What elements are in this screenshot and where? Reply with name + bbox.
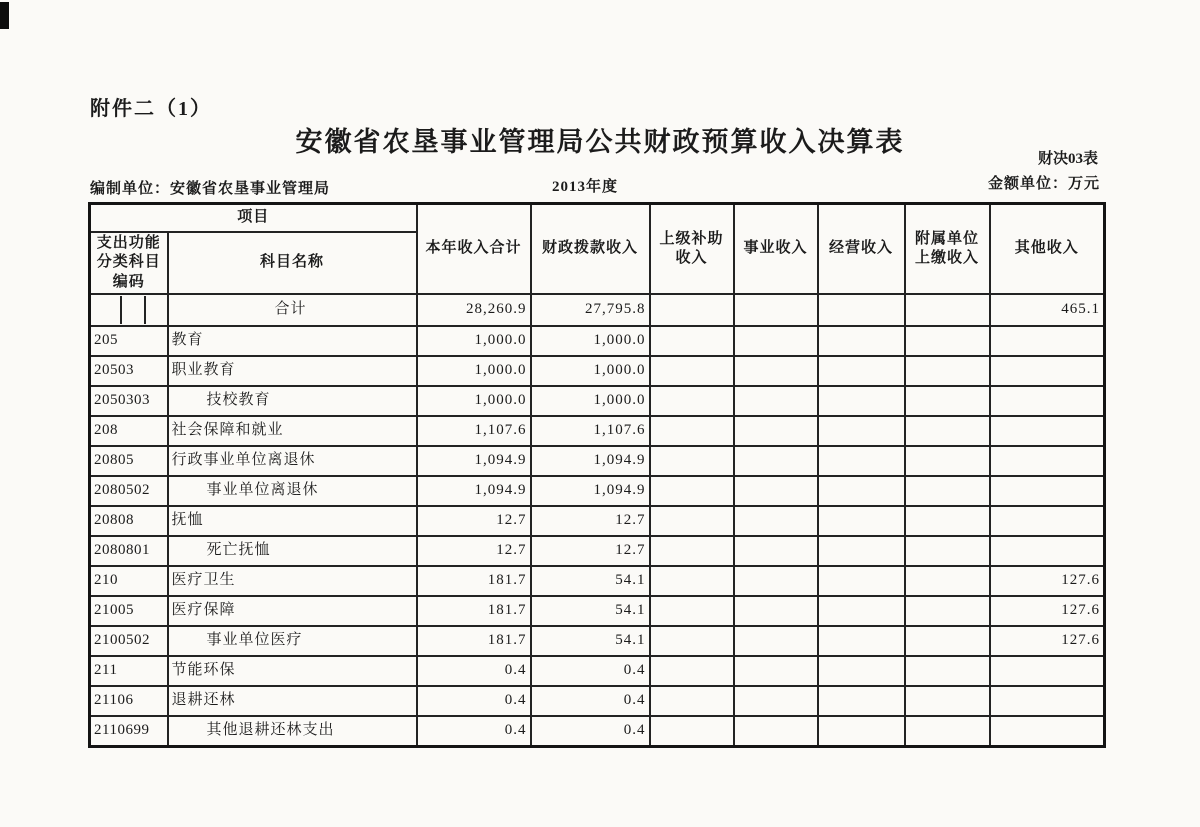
subject-name-cell: 职业教育 xyxy=(168,356,417,386)
code-subcell xyxy=(94,296,122,324)
code-cell: 2080502 xyxy=(90,476,168,506)
value-cell xyxy=(734,686,818,716)
value-cell xyxy=(905,446,990,476)
value-cell xyxy=(650,506,734,536)
page-title: 安徽省农垦事业管理局公共财政预算收入决算表 xyxy=(295,127,905,157)
value-cell: 1,107.6 xyxy=(531,416,650,446)
value-cell xyxy=(734,356,818,386)
table-header xyxy=(90,204,1105,295)
value-cell: 0.4 xyxy=(531,686,650,716)
value-cell xyxy=(650,476,734,506)
table-row xyxy=(90,686,1105,716)
code-cell: 20808 xyxy=(90,506,168,536)
code-cell: 2080801 xyxy=(90,536,168,566)
value-cell xyxy=(734,716,818,746)
value-cell: 0.4 xyxy=(417,716,531,746)
value-cell: 12.7 xyxy=(417,536,531,566)
header-col-affiliated-unit-remitted-income: 附属单位上缴收入 xyxy=(905,204,990,295)
value-cell xyxy=(990,356,1105,386)
subject-name-cell: 退耕还林 xyxy=(168,686,417,716)
subject-name-cell: 事业单位离退休 xyxy=(168,476,417,506)
subject-name-cell: 技校教育 xyxy=(168,386,417,416)
table-row xyxy=(90,566,1105,596)
value-cell xyxy=(990,716,1105,746)
header-project-group: 项目 xyxy=(90,204,417,232)
value-cell xyxy=(818,656,905,686)
header-col-institutional-income: 事业收入 xyxy=(734,204,818,295)
code-cell: 20503 xyxy=(90,356,168,386)
value-cell xyxy=(818,326,905,356)
code-cell: 211 xyxy=(90,656,168,686)
header-row-project xyxy=(90,204,1105,232)
value-cell: 1,107.6 xyxy=(417,416,531,446)
subject-name-cell: 事业单位医疗 xyxy=(168,626,417,656)
value-cell: 0.4 xyxy=(531,656,650,686)
value-cell xyxy=(905,416,990,446)
value-cell xyxy=(818,446,905,476)
value-cell xyxy=(650,416,734,446)
table-row xyxy=(90,416,1105,446)
table-row xyxy=(90,446,1105,476)
value-cell: 181.7 xyxy=(417,596,531,626)
value-cell xyxy=(818,626,905,656)
value-cell xyxy=(818,294,905,326)
value-cell xyxy=(734,446,818,476)
table-row xyxy=(90,536,1105,566)
value-cell xyxy=(650,566,734,596)
value-cell: 54.1 xyxy=(531,596,650,626)
header-col-superior-subsidy-income: 上级补助收入 xyxy=(650,204,734,295)
value-cell: 1,000.0 xyxy=(531,356,650,386)
value-cell xyxy=(650,626,734,656)
value-cell: 465.1 xyxy=(990,294,1105,326)
value-cell xyxy=(818,476,905,506)
value-cell: 54.1 xyxy=(531,626,650,656)
code-cell: 20805 xyxy=(90,446,168,476)
table-row xyxy=(90,656,1105,686)
value-cell: 1,000.0 xyxy=(417,356,531,386)
table-row-total xyxy=(90,294,1105,326)
value-cell xyxy=(818,386,905,416)
value-cell xyxy=(818,596,905,626)
value-cell xyxy=(650,536,734,566)
value-cell xyxy=(734,566,818,596)
value-cell xyxy=(818,686,905,716)
table-row xyxy=(90,716,1105,746)
value-cell xyxy=(818,416,905,446)
table-row xyxy=(90,356,1105,386)
value-cell xyxy=(990,506,1105,536)
revenue-table xyxy=(88,202,1106,748)
value-cell: 1,094.9 xyxy=(417,476,531,506)
value-cell: 28,260.9 xyxy=(417,294,531,326)
value-cell: 1,000.0 xyxy=(531,326,650,356)
value-cell: 12.7 xyxy=(417,506,531,536)
code-cell: 2050303 xyxy=(90,386,168,416)
value-cell xyxy=(905,536,990,566)
value-cell xyxy=(905,656,990,686)
value-cell xyxy=(818,356,905,386)
value-cell: 1,094.9 xyxy=(531,446,650,476)
table-row xyxy=(90,386,1105,416)
value-cell xyxy=(650,294,734,326)
value-cell xyxy=(905,326,990,356)
value-cell xyxy=(905,716,990,746)
value-cell: 1,094.9 xyxy=(531,476,650,506)
value-cell xyxy=(818,566,905,596)
subject-name-cell: 节能环保 xyxy=(168,656,417,686)
value-cell: 1,000.0 xyxy=(417,326,531,356)
value-cell: 127.6 xyxy=(990,566,1105,596)
header-col-year-total-income: 本年收入合计 xyxy=(417,204,531,295)
form-code-label: 财决03表 xyxy=(1037,151,1098,167)
code-cell: 2100502 xyxy=(90,626,168,656)
value-cell xyxy=(734,506,818,536)
code-cell: 205 xyxy=(90,326,168,356)
amount-unit-label: 金额单位：万元 xyxy=(987,176,1100,192)
value-cell xyxy=(650,386,734,416)
code-cell: 208 xyxy=(90,416,168,446)
table-row xyxy=(90,626,1105,656)
subject-name-cell: 医疗卫生 xyxy=(168,566,417,596)
value-cell: 0.4 xyxy=(417,686,531,716)
table-row xyxy=(90,596,1105,626)
subject-name-cell: 死亡抚恤 xyxy=(168,536,417,566)
value-cell xyxy=(905,686,990,716)
value-cell xyxy=(818,536,905,566)
value-cell xyxy=(905,626,990,656)
value-cell xyxy=(990,326,1105,356)
value-cell xyxy=(650,686,734,716)
value-cell xyxy=(990,536,1105,566)
header-col-other-income: 其他收入 xyxy=(990,204,1105,295)
value-cell: 181.7 xyxy=(417,566,531,596)
value-cell xyxy=(734,416,818,446)
code-cell xyxy=(90,294,168,326)
code-subcell xyxy=(146,296,164,324)
header-col-fiscal-appropriation-income: 财政拨款收入 xyxy=(531,204,650,295)
code-cell: 21106 xyxy=(90,686,168,716)
header-subject-name: 科目名称 xyxy=(168,232,417,295)
value-cell: 1,094.9 xyxy=(417,446,531,476)
value-cell xyxy=(734,626,818,656)
value-cell xyxy=(990,476,1105,506)
value-cell: 127.6 xyxy=(990,596,1105,626)
code-cell: 210 xyxy=(90,566,168,596)
value-cell xyxy=(650,446,734,476)
value-cell xyxy=(818,716,905,746)
value-cell xyxy=(905,596,990,626)
value-cell: 54.1 xyxy=(531,566,650,596)
attachment-label: 附件二（1） xyxy=(90,98,212,120)
value-cell: 27,795.8 xyxy=(531,294,650,326)
value-cell xyxy=(818,506,905,536)
value-cell: 0.4 xyxy=(417,656,531,686)
subject-name-cell: 其他退耕还林支出 xyxy=(168,716,417,746)
value-cell xyxy=(734,326,818,356)
header-expenditure-function-code: 支出功能分类科目编码 xyxy=(90,232,168,295)
value-cell: 127.6 xyxy=(990,626,1105,656)
value-cell: 1,000.0 xyxy=(417,386,531,416)
value-cell xyxy=(905,476,990,506)
value-cell xyxy=(650,356,734,386)
value-cell xyxy=(905,566,990,596)
subject-name-cell: 合计 xyxy=(168,294,417,326)
value-cell xyxy=(734,596,818,626)
value-cell xyxy=(905,386,990,416)
value-cell xyxy=(990,446,1105,476)
subject-name-cell: 教育 xyxy=(168,326,417,356)
value-cell: 181.7 xyxy=(417,626,531,656)
value-cell xyxy=(734,656,818,686)
code-cell: 2110699 xyxy=(90,716,168,746)
value-cell xyxy=(990,416,1105,446)
subject-name-cell: 抚恤 xyxy=(168,506,417,536)
value-cell xyxy=(650,656,734,686)
table-body xyxy=(90,294,1105,746)
code-subcells xyxy=(94,296,164,324)
table-row xyxy=(90,326,1105,356)
table-row xyxy=(90,506,1105,536)
value-cell: 0.4 xyxy=(531,716,650,746)
subject-name-cell: 社会保障和就业 xyxy=(168,416,417,446)
value-cell xyxy=(905,356,990,386)
value-cell xyxy=(905,294,990,326)
header-col-operating-income: 经营收入 xyxy=(818,204,905,295)
fiscal-year-label: 2013年度 xyxy=(552,179,619,195)
prepared-by-label: 编制单位：安徽省农垦事业管理局 xyxy=(90,181,331,197)
value-cell xyxy=(734,476,818,506)
table-row xyxy=(90,476,1105,506)
value-cell: 12.7 xyxy=(531,506,650,536)
subject-name-cell: 行政事业单位离退休 xyxy=(168,446,417,476)
value-cell: 1,000.0 xyxy=(531,386,650,416)
value-cell xyxy=(650,326,734,356)
code-subcell xyxy=(122,296,146,324)
value-cell: 12.7 xyxy=(531,536,650,566)
value-cell xyxy=(990,386,1105,416)
value-cell xyxy=(650,596,734,626)
value-cell xyxy=(734,294,818,326)
value-cell xyxy=(990,656,1105,686)
value-cell xyxy=(734,536,818,566)
value-cell xyxy=(650,716,734,746)
value-cell xyxy=(734,386,818,416)
scan-artifact xyxy=(0,2,9,29)
code-cell: 21005 xyxy=(90,596,168,626)
value-cell xyxy=(990,686,1105,716)
value-cell xyxy=(905,506,990,536)
subject-name-cell: 医疗保障 xyxy=(168,596,417,626)
